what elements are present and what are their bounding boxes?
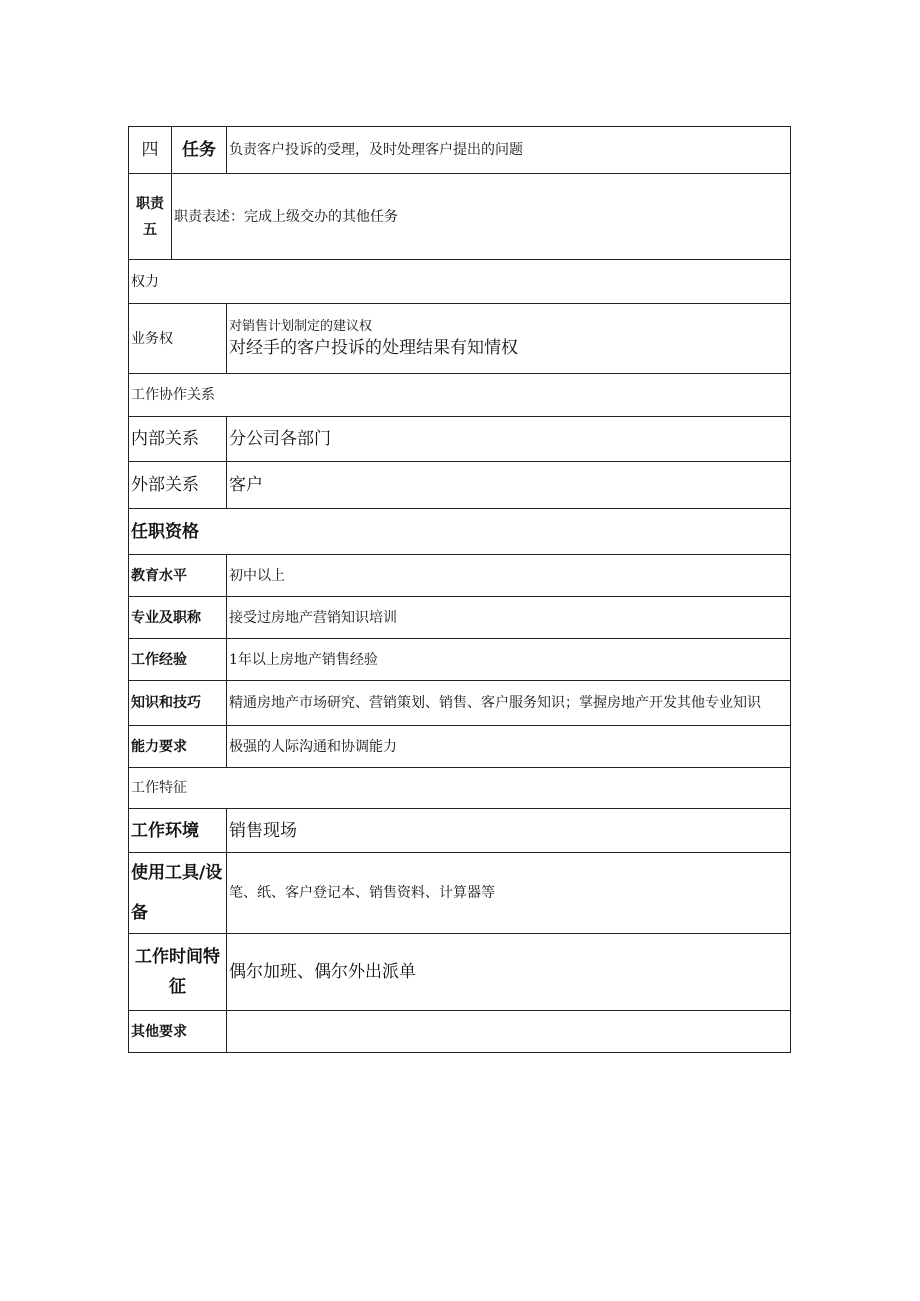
work-environment-label: 工作环境 <box>129 809 227 853</box>
work-environment-row <box>129 809 791 853</box>
business-authority-item-2: 对经手的客户投诉的处理结果有知情权 <box>229 337 518 358</box>
qualification-row <box>129 639 791 681</box>
work-time-row <box>129 934 791 1011</box>
duty-4-row <box>129 127 791 174</box>
other-requirements-label: 其他要求 <box>129 1011 227 1053</box>
internal-relation-value: 分公司各部门 <box>227 417 791 462</box>
business-authority-items <box>227 304 791 374</box>
business-authority-item-1: 对销售计划制定的建议权 <box>229 318 373 334</box>
duty-4-text: 负责客户投诉的受理，及时处理客户提出的问题 <box>227 127 791 174</box>
job-description-table <box>128 126 791 1053</box>
tools-label: 使用工具/设备 <box>129 853 227 934</box>
work-environment-value: 销售现场 <box>227 809 791 853</box>
duty-4-label: 任务 <box>172 127 227 174</box>
qualification-row <box>129 555 791 597</box>
internal-relation-row <box>129 417 791 462</box>
qualification-value: 1年以上房地产销售经验 <box>227 639 791 681</box>
tools-value: 笔、纸、客户登记本、销售资料、计算器等 <box>227 853 791 934</box>
internal-relation-label: 内部关系 <box>129 417 227 462</box>
qualification-label: 知识和技巧 <box>129 681 227 726</box>
external-relation-row <box>129 462 791 509</box>
tools-row <box>129 853 791 934</box>
qualification-value: 初中以上 <box>227 555 791 597</box>
work-time-value: 偶尔加班、偶尔外出派单 <box>227 934 791 1011</box>
duty-5-label-line1: 职责 <box>136 195 164 212</box>
qualification-label: 教育水平 <box>129 555 227 597</box>
qualification-row <box>129 726 791 768</box>
duty-5-label-line2: 五 <box>143 221 157 238</box>
business-authority-label: 业务权 <box>129 304 227 374</box>
authority-section-title: 权力 <box>129 260 791 304</box>
qualification-row <box>129 681 791 726</box>
external-relation-label: 外部关系 <box>129 462 227 509</box>
duty-4-number: 四 <box>129 127 172 174</box>
qualifications-section-title: 任职资格 <box>129 509 791 555</box>
business-authority-row <box>129 304 791 374</box>
work-features-section-title: 工作特征 <box>129 768 791 809</box>
work-time-label: 工作时间特征 <box>129 934 227 1011</box>
work-features-section-row <box>129 768 791 809</box>
cooperation-section-row <box>129 374 791 417</box>
authority-section-row <box>129 260 791 304</box>
duty-5-text: 职责表述：完成上级交办的其他任务 <box>172 174 791 260</box>
qualification-value: 精通房地产市场研究、营销策划、销售、客户服务知识；掌握房地产开发其他专业知识 <box>227 681 791 726</box>
qualification-value: 极强的人际沟通和协调能力 <box>227 726 791 768</box>
cooperation-section-title: 工作协作关系 <box>129 374 791 417</box>
qualification-label: 工作经验 <box>129 639 227 681</box>
qualification-row <box>129 597 791 639</box>
qualification-label: 能力要求 <box>129 726 227 768</box>
other-requirements-row <box>129 1011 791 1053</box>
other-requirements-value <box>227 1011 791 1053</box>
qualification-label: 专业及职称 <box>129 597 227 639</box>
external-relation-value: 客户 <box>227 462 791 509</box>
duty-5-row <box>129 174 791 260</box>
qualification-value: 接受过房地产营销知识培训 <box>227 597 791 639</box>
qualifications-section-row <box>129 509 791 555</box>
duty-5-label <box>129 174 172 260</box>
